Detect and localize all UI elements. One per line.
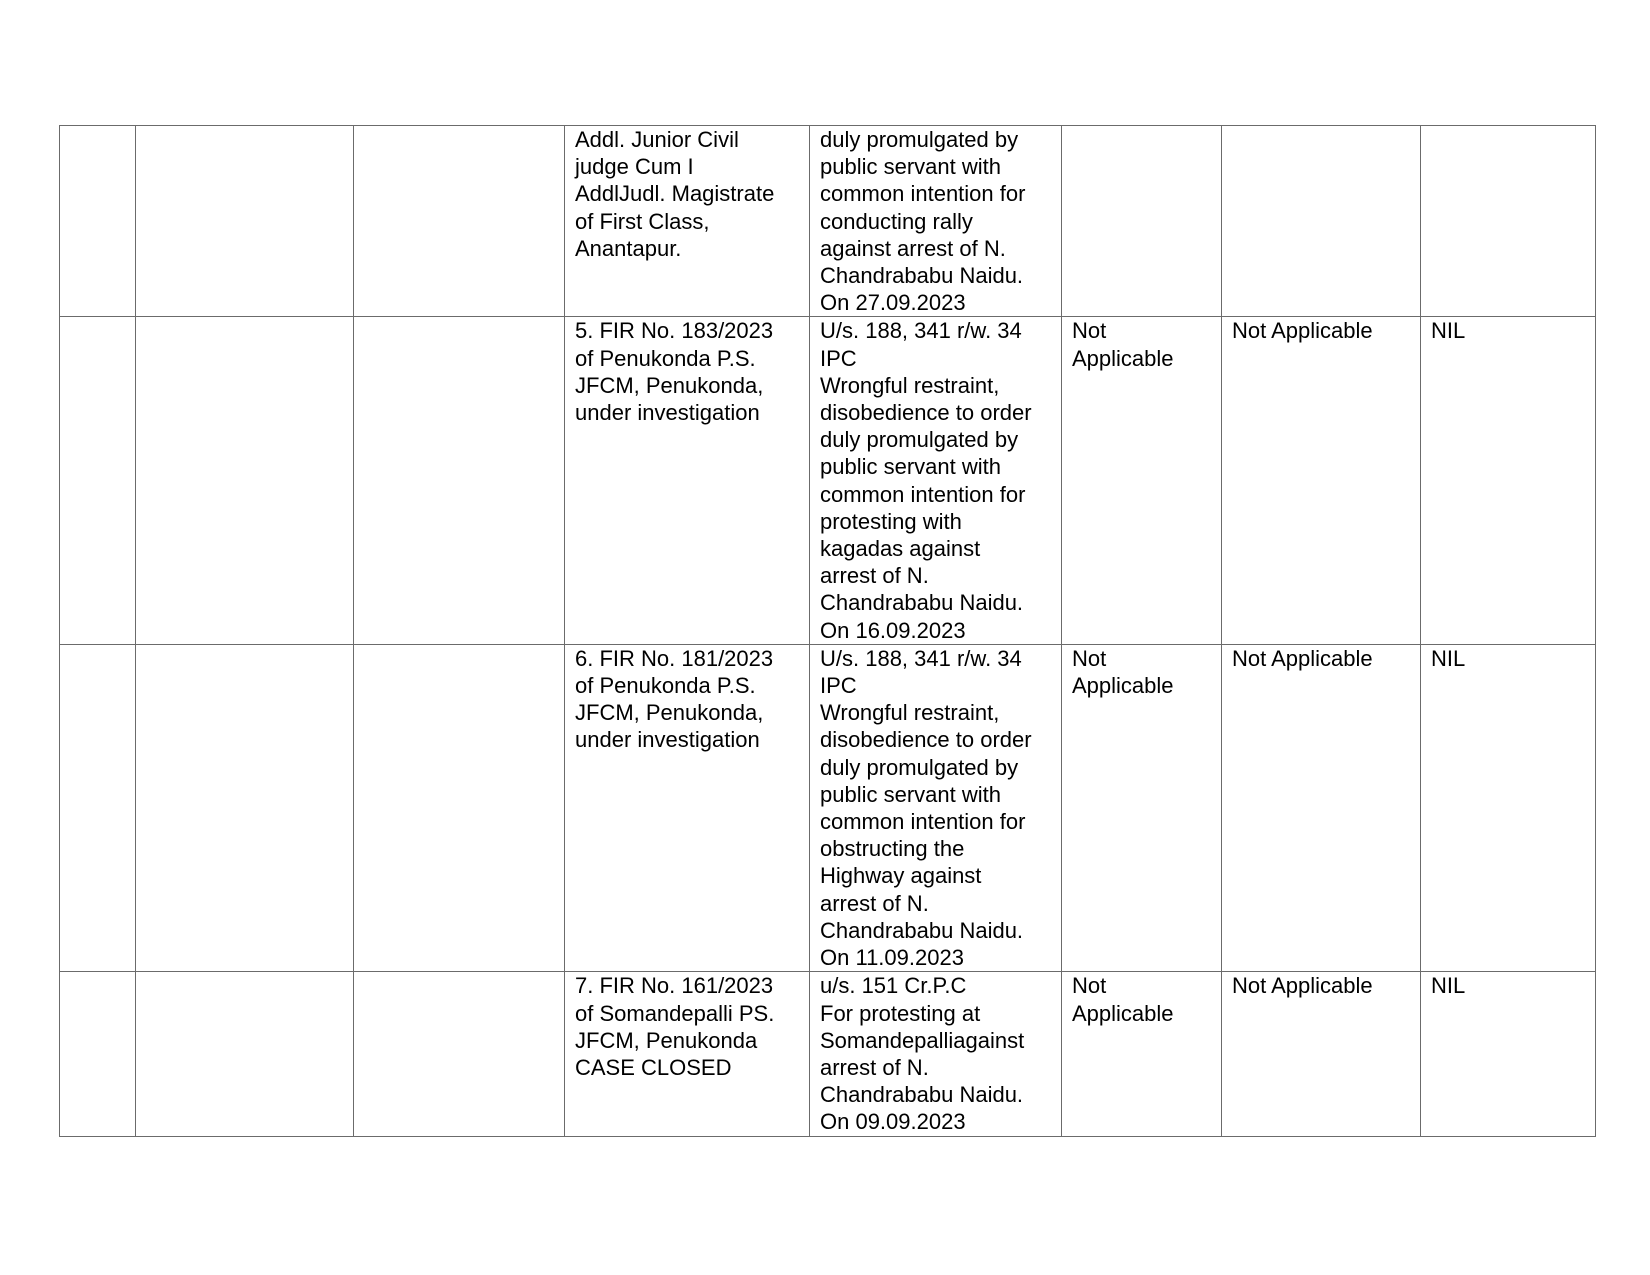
sections-cell: duly promulgated by public servant with common intention for conducting rally against arrest of N. Chandrababu Naidu. On 27.09.2023 [810,126,1062,317]
sections-cell: U/s. 188, 341 r/w. 34 IPC Wrongful restraint, disobedience to order duly promulgated by public servant with common intention for protesting with kagadas against arrest of N. Chandrababu Naidu. On 16.09.2023 [810,317,1062,644]
case-details-cell: 6. FIR No. 181/2023 of Penukonda P.S. JFCM, Penukonda, under investigation [565,644,810,971]
applicability-cell: Not Applicable [1062,317,1222,644]
blank-cell [354,126,565,317]
serial-cell [60,317,136,644]
blank-cell [136,126,354,317]
case-details-cell: Addl. Junior Civil judge Cum I AddlJudl. Magistrate of First Class, Anantapur. [565,126,810,317]
serial-cell [60,126,136,317]
blank-cell [136,317,354,644]
blank-cell [136,644,354,971]
blank-cell [354,317,565,644]
blank-cell [354,644,565,971]
serial-cell [60,644,136,971]
table-row [60,126,1596,317]
status-cell: Not Applicable [1222,644,1421,971]
applicability-cell: Not Applicable [1062,644,1222,971]
remarks-cell [1421,126,1596,317]
case-records-table [59,125,1596,1137]
status-cell [1222,126,1421,317]
serial-cell [60,972,136,1136]
table-row [60,972,1596,1136]
case-details-cell: 5. FIR No. 183/2023 of Penukonda P.S. JFCM, Penukonda, under investigation [565,317,810,644]
remarks-cell: NIL [1421,644,1596,971]
table-row [60,317,1596,644]
sections-cell: u/s. 151 Cr.P.C For protesting at Somandepalliagainst arrest of N. Chandrababu Naidu. On 09.09.2023 [810,972,1062,1136]
applicability-cell [1062,126,1222,317]
table-row [60,644,1596,971]
status-cell: Not Applicable [1222,317,1421,644]
case-details-cell: 7. FIR No. 161/2023 of Somandepalli PS. JFCM, Penukonda CASE CLOSED [565,972,810,1136]
status-cell: Not Applicable [1222,972,1421,1136]
blank-cell [136,972,354,1136]
sections-cell: U/s. 188, 341 r/w. 34 IPC Wrongful restraint, disobedience to order duly promulgated by public servant with common intention for obstructing the Highway against arrest of N. Chandrababu Naidu. On 11.09.2023 [810,644,1062,971]
remarks-cell: NIL [1421,972,1596,1136]
blank-cell [354,972,565,1136]
applicability-cell: Not Applicable [1062,972,1222,1136]
remarks-cell: NIL [1421,317,1596,644]
